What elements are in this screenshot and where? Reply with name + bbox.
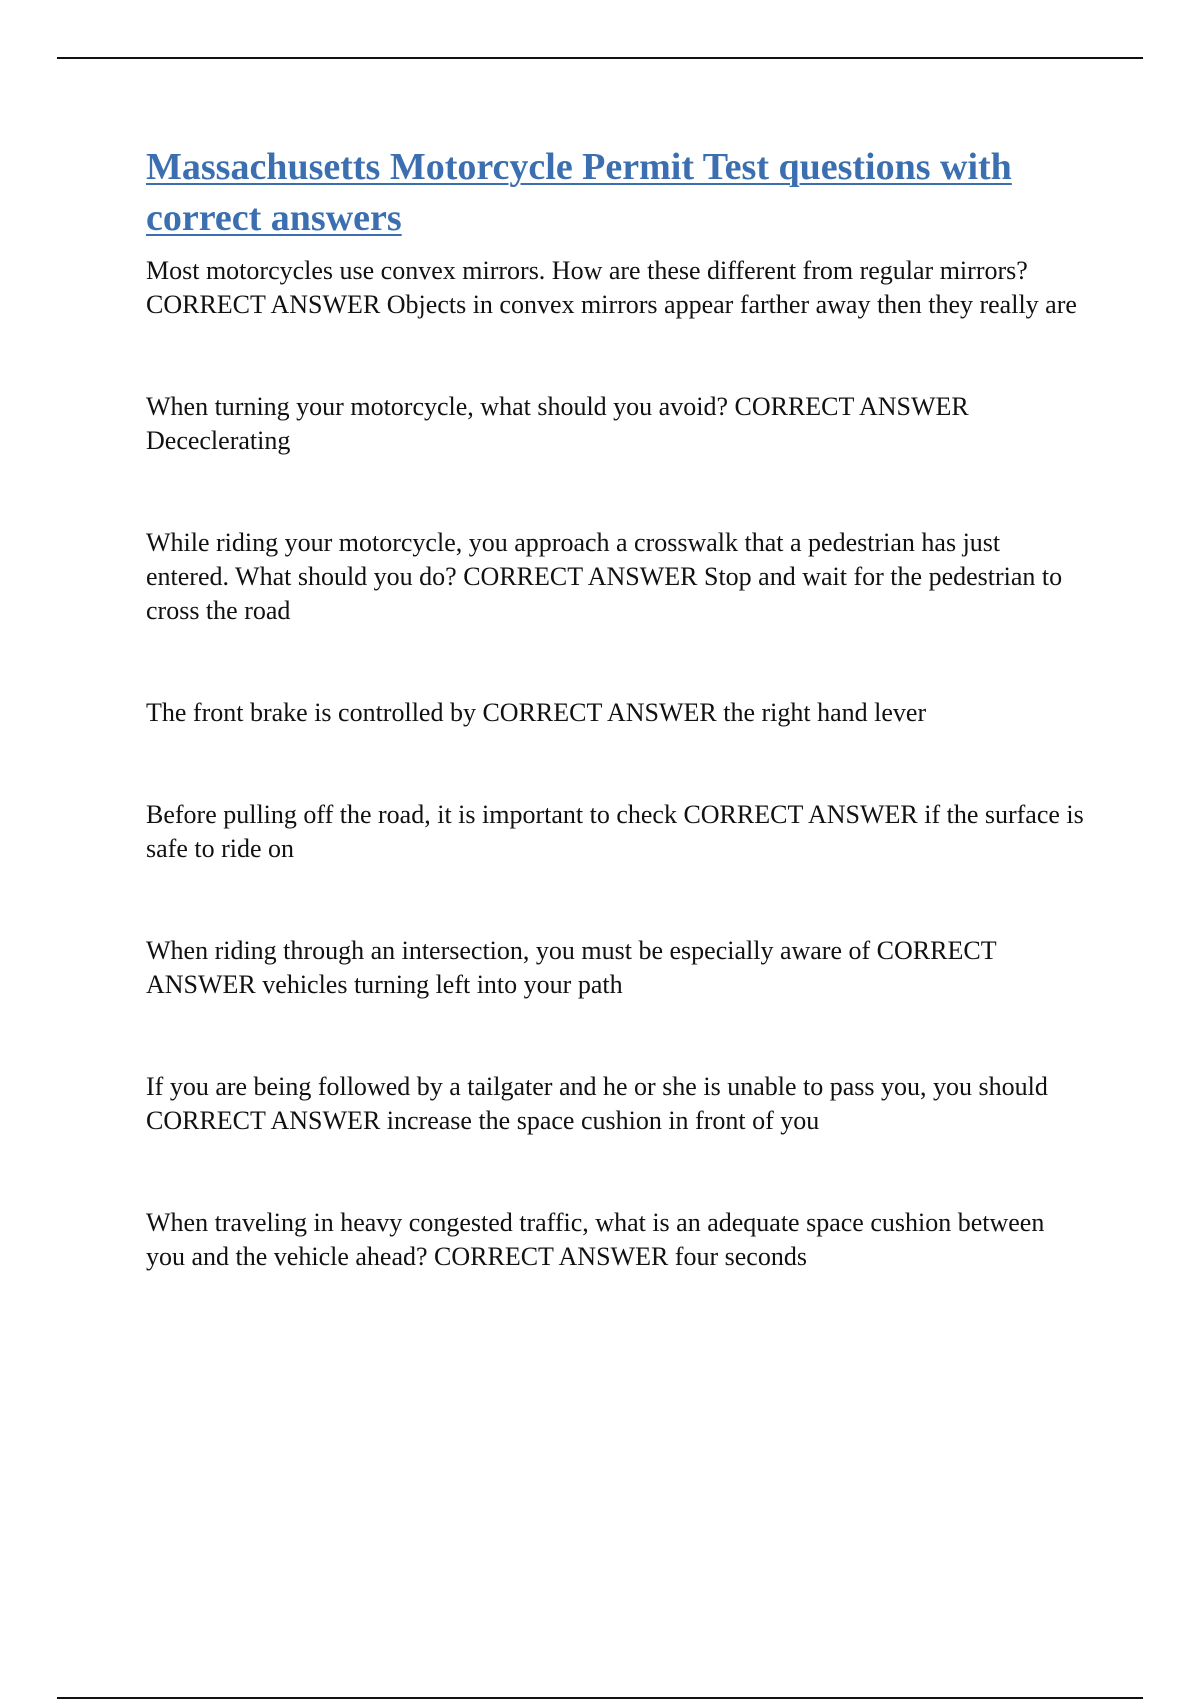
qa-item-6: When riding through an intersection, you must be especially aware of CORRECT ANSWER vehicles turning left into your path	[146, 936, 997, 999]
document-body	[146, 142, 1086, 1274]
qa-item-2: When turning your motorcycle, what should you avoid? CORRECT ANSWER Dececlerating	[146, 392, 969, 455]
qa-item-5: Before pulling off the road, it is important to check CORRECT ANSWER if the surface is safe to ride on	[146, 800, 1084, 863]
qa-item-3: While riding your motorcycle, you approach a crosswalk that a pedestrian has just entered. What should you do? CORRECT ANSWER Stop and wait for the pedestrian to cross the road	[146, 528, 1063, 625]
qa-item-1: Most motorcycles use convex mirrors. How are these different from regular mirrors? CORRECT ANSWER Objects in convex mirrors appear farther away then they really are	[146, 256, 1077, 319]
qa-item-8: When traveling in heavy congested traffic, what is an adequate space cushion between you and the vehicle ahead? CORRECT ANSWER four seconds	[146, 1208, 1045, 1271]
footer-rule	[57, 1697, 1143, 1699]
qa-item-4: The front brake is controlled by CORRECT ANSWER the right hand lever	[146, 698, 927, 727]
document-title-link[interactable]: Massachusetts Motorcycle Permit Test questions with correct answers	[146, 146, 1012, 239]
qa-item-7: If you are being followed by a tailgater and he or she is unable to pass you, you should CORRECT ANSWER increase the space cushion in front of you	[146, 1072, 1048, 1135]
header-rule	[57, 57, 1143, 59]
